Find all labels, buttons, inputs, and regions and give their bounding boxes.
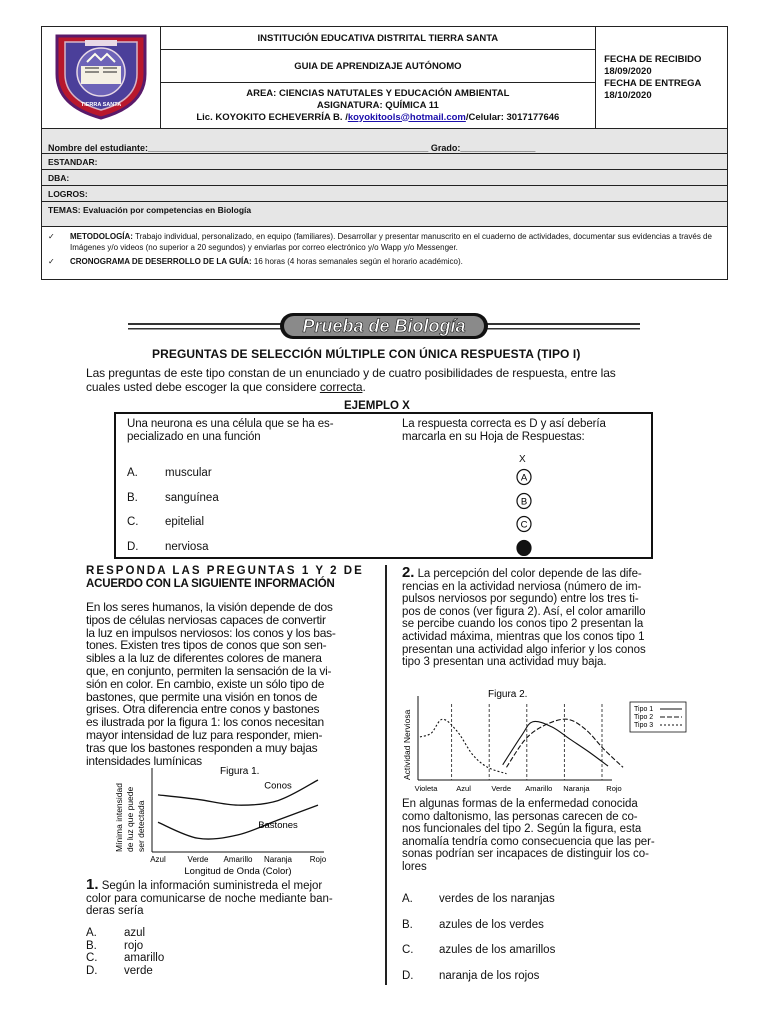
q1-text: deras sería (86, 905, 144, 918)
info-line: tras que los bastones responden a muy bajas (86, 740, 318, 755)
logros-row: LOGROS: (42, 186, 728, 202)
option-text: azules de los verdes (439, 918, 544, 931)
bubble-d-filled[interactable] (517, 541, 531, 556)
q2-body-line: anomalía tendría como consecuencia que las per- (402, 835, 655, 848)
q2-body-line: lores (402, 860, 427, 873)
intro-underlined-word: correcta (319, 380, 363, 394)
option-text: verdes de los naranjas (439, 893, 555, 905)
q2-option-a[interactable] (402, 887, 555, 913)
figure-1-x-tick: Rojo (309, 855, 327, 864)
left-heading-line-1: RESPONDA LAS PREGUNTAS 1 Y 2 DE (86, 565, 364, 577)
example-title: EJEMPLO X (344, 400, 410, 412)
figure-2-x-tick: Naranja (563, 784, 590, 793)
q2-body-line: nos funcionales del tipo 2. Según la figura, esta (402, 823, 642, 836)
figure-2-chart (398, 688, 690, 796)
subject-text: ASIGNATURA: QUÍMICA 11 (316, 99, 439, 111)
intro-line-2 (86, 380, 686, 394)
left-heading-line-2: ACUERDO CON LA SIGUIENTE INFORMACIÓN (86, 578, 335, 590)
q2-body-line: como daltonismo, las personas carecen de co- (402, 810, 638, 823)
bubble-a-letter: A (520, 472, 528, 484)
question-2-intro (402, 564, 692, 669)
figure-1-x-label: Longitud de Onda (Color) (184, 866, 292, 877)
schedule-item (48, 256, 719, 267)
figure-1-series-label: Bastones (258, 820, 298, 831)
methodology-text: Trabajo individual, personalizado, en equipo (familiares). Desarrollar y presentar manuscrito en el cuaderno de actividades, documentar sus evidencias a través de Imágenes y/o videos (no superior a 20 segundos) y enviarlas por correo electrónico y/o Wapp y/o Messenger. (70, 232, 712, 252)
figure-1-y-label-line: ser detectada (136, 800, 146, 852)
figure-2-legend-label: Tipo 2 (634, 714, 654, 721)
figure-1-chart (108, 760, 348, 878)
bubble-c-letter: C (520, 519, 528, 531)
received-date: 18/09/2020 (604, 65, 652, 77)
option-text: verde (124, 964, 153, 977)
q2-option-c[interactable] (402, 938, 555, 964)
teacher-email-link[interactable]: koyokitools@hotmail.com (347, 111, 466, 123)
bubble-b-letter: B (520, 496, 528, 508)
teacher-line (161, 112, 595, 124)
option-letter: B. (127, 492, 138, 504)
x-mark: X (519, 454, 526, 465)
q1-option-d[interactable] (86, 965, 164, 978)
figure-2-x-tick: Verde (491, 784, 512, 793)
guide-title: GUIA DE APRENDIZAJE AUTÓNOMO (160, 50, 595, 83)
info-line: es ilustrada por la figura 1: los conos necesitan (86, 715, 324, 730)
figure-2-x-tick: Rojo (606, 784, 622, 793)
figure-1-y-label-line: de luz que puede (125, 786, 135, 852)
dates-cell (596, 27, 728, 129)
q2-option-b[interactable] (402, 913, 555, 939)
figure-2-title: Figura 2. (488, 689, 528, 700)
q2-text: La percepción del color depende de las dife- (417, 568, 642, 580)
info-line: bastones, que permite una visión en tonos de (86, 689, 318, 704)
option-letter: D. (127, 541, 139, 553)
option-letter: D. (86, 964, 98, 977)
schedule-text: 16 horas (4 horas semanales según el horario académico). (253, 257, 463, 266)
example-option-b (127, 492, 138, 504)
delivery-date: 18/10/2020 (604, 89, 652, 101)
option-letter: A. (402, 893, 413, 905)
header-table (41, 26, 728, 280)
methodology-label: METODOLOGÍA: (70, 232, 133, 241)
example-option-d-text: nerviosa (165, 541, 209, 553)
subject-cell (160, 83, 595, 129)
example-note-line-1: La respuesta correcta es D y así debería (402, 418, 606, 430)
figure-2-series-3 (420, 719, 506, 773)
methodology-cell (42, 227, 728, 280)
q2-body-line: sonas podrían ser incapaces de distinguir los co- (402, 848, 649, 861)
area-text: AREA: CIENCIAS NATUTALES Y EDUCACIÓN AMBIENTAL (246, 87, 510, 99)
q1-line (86, 876, 376, 893)
q1-option-c[interactable] (86, 952, 164, 965)
example-option-c-text: epitelial (165, 516, 204, 528)
figure-1-y-label-line: Mínima intensidad (114, 783, 124, 852)
delivery-label: FECHA DE ENTREGA (604, 77, 702, 89)
check-icon: ✓ (48, 232, 55, 241)
q2-text: pos de conos (ver figura 2). Así, el color amarillo (402, 605, 646, 618)
q2-body-line: En algunas formas de la enfermedad conocida (402, 798, 638, 810)
info-line: sión en color. En cambio, existe un sólo tipo de (86, 676, 325, 691)
answer-bubbles (512, 468, 536, 556)
example-option-c (127, 516, 139, 528)
q2-text: rencias en la actividad nerviosa (número de im- (402, 580, 642, 593)
dba-row: DBA: (42, 170, 728, 186)
figure-1-x-tick: Naranja (263, 855, 293, 864)
temas-row: TEMAS: Evaluación por competencias en Biología (42, 202, 728, 227)
option-letter: D. (402, 969, 414, 982)
option-letter: C. (86, 952, 98, 965)
option-letter: C. (127, 516, 139, 528)
option-letter: C. (402, 944, 414, 956)
methodology-body (70, 231, 719, 253)
q2-text: presentan una actividad algo inferior y los conos (402, 643, 646, 656)
question-2-body (402, 798, 692, 874)
test-title-banner (128, 310, 640, 342)
figure-2-series-1 (503, 721, 608, 766)
q2-text: tipo 3 presentan una actividad muy baja. (402, 656, 607, 669)
q2-number: 2. (402, 564, 415, 581)
info-line: tipos de células nerviosas capaces de convertir (86, 612, 326, 627)
student-name-row: Nombre del estudiante:________________________________________________________ Grado:_______________ (42, 129, 728, 154)
figure-1-series-label: Conos (264, 780, 292, 792)
question-1 (86, 876, 376, 918)
figure-2-legend-label: Tipo 3 (634, 722, 654, 729)
figure-1-x-tick: Azul (150, 855, 166, 864)
info-line: grises. Otra diferencia entre conos y bastones (86, 702, 320, 717)
schedule-body (70, 256, 463, 267)
figure-2-x-tick: Violeta (414, 784, 438, 793)
teacher-name: Lic. KOYOKITO ECHEVERRÍA B. / (196, 111, 348, 123)
option-letter: A. (86, 927, 97, 939)
q1-text: color para comunicarse de noche mediante ban- (86, 892, 333, 905)
figure-1-x-tick: Amarillo (223, 855, 253, 864)
option-text: naranja de los rojos (439, 969, 540, 982)
option-letter: B. (86, 939, 97, 952)
institution-name: INSTITUCIÓN EDUCATIVA DISTRITAL TIERRA SANTA (160, 27, 595, 50)
info-line: mayor intensidad de luz para responder, mien- (86, 727, 323, 742)
estandar-row: ESTANDAR: (42, 154, 728, 170)
example-option-b-text: sanguínea (165, 492, 219, 504)
figure-1-title: Figura 1. (220, 766, 260, 777)
q1-option-a[interactable] (86, 927, 164, 940)
figure-1-x-tick: Verde (187, 855, 209, 864)
logo-cell (42, 27, 161, 129)
intro-line-2-text: cuales usted debe escoger la que considere (86, 380, 317, 394)
teacher-phone: /Celular: 3017177646 (465, 111, 560, 123)
q1-text: Según la información suministreda el mejor (101, 880, 323, 892)
example-note-line-2: marcarla en su Hoja de Respuestas: (402, 431, 585, 444)
option-text: amarillo (124, 952, 165, 965)
example-question-line-2: pecializado en una función (127, 431, 261, 444)
intro-line-2-end: . (362, 380, 366, 394)
info-line: la luz en impulsos nerviosos: los conos y los bas- (86, 625, 336, 640)
option-text: azul (124, 927, 146, 939)
info-line: En los seres humanos, la visión depende de dos (86, 600, 333, 614)
left-heading (86, 565, 364, 591)
info-line: sibles a la luz de diferentes colores de manera (86, 651, 322, 666)
q1-option-b[interactable] (86, 940, 164, 953)
q2-text: se percibe cuando los conos tipo 2 presentan la (402, 618, 644, 631)
example-box (114, 412, 653, 559)
example-question-line-1: Una neurona es una célula que se ha es- (127, 418, 334, 430)
q1-options (86, 927, 164, 977)
intro-text (86, 366, 686, 394)
option-text: azules de los amarillos (439, 944, 556, 956)
figure-2-x-tick: Amarillo (525, 784, 553, 793)
banner-title: Prueba de Biología (302, 316, 466, 336)
logo-text: TIERRA SANTA (80, 102, 121, 108)
school-shield-logo (49, 30, 153, 120)
q2-text: actividad máxima, mientras que los conos tipo 1 (402, 630, 645, 643)
methodology-item (48, 231, 719, 253)
example-answer-note (402, 418, 606, 444)
intro-line-1: Las preguntas de este tipo constan de un enunciado y de cuatro posibilidades de respuesta, entre las (86, 366, 616, 380)
info-line: que, en conjunto, permiten la sensación de la vi- (86, 663, 332, 678)
option-text: rojo (124, 939, 144, 952)
example-option-d (127, 541, 139, 553)
info-line: intensidades lumínicas (86, 753, 202, 768)
option-letter: A. (127, 467, 138, 479)
q2-option-d[interactable] (402, 964, 555, 990)
q1-number: 1. (86, 876, 99, 893)
example-option-a-text: muscular (165, 467, 212, 479)
figure-1-series-conos (158, 780, 318, 805)
example-question (127, 418, 333, 444)
figure-2-legend-label: Tipo 1 (634, 706, 654, 713)
figure-2-y-label: Actividad Nerviosa (402, 709, 412, 780)
section-heading: PREGUNTAS DE SELECCIÓN MÚLTIPLE CON ÚNICA RESPUESTA (TIPO I) (152, 347, 581, 361)
figure-2-x-tick: Azul (456, 784, 471, 793)
check-icon: ✓ (48, 257, 55, 266)
column-divider (385, 565, 387, 985)
q2-options (402, 887, 555, 989)
example-option-a (127, 467, 138, 479)
q2-line (402, 564, 692, 581)
q2-text: pulsos nerviosos por segundo) entre los tres ti- (402, 593, 639, 606)
option-letter: B. (402, 918, 413, 931)
schedule-label: CRONOGRAMA DE DESERROLLO DE LA GUÍA: (70, 257, 252, 266)
received-label: FECHA DE RECIBIDO (604, 53, 702, 65)
info-paragraph (86, 601, 376, 767)
info-line: tones. Existen tres tipos de conos que son sen- (86, 638, 327, 653)
